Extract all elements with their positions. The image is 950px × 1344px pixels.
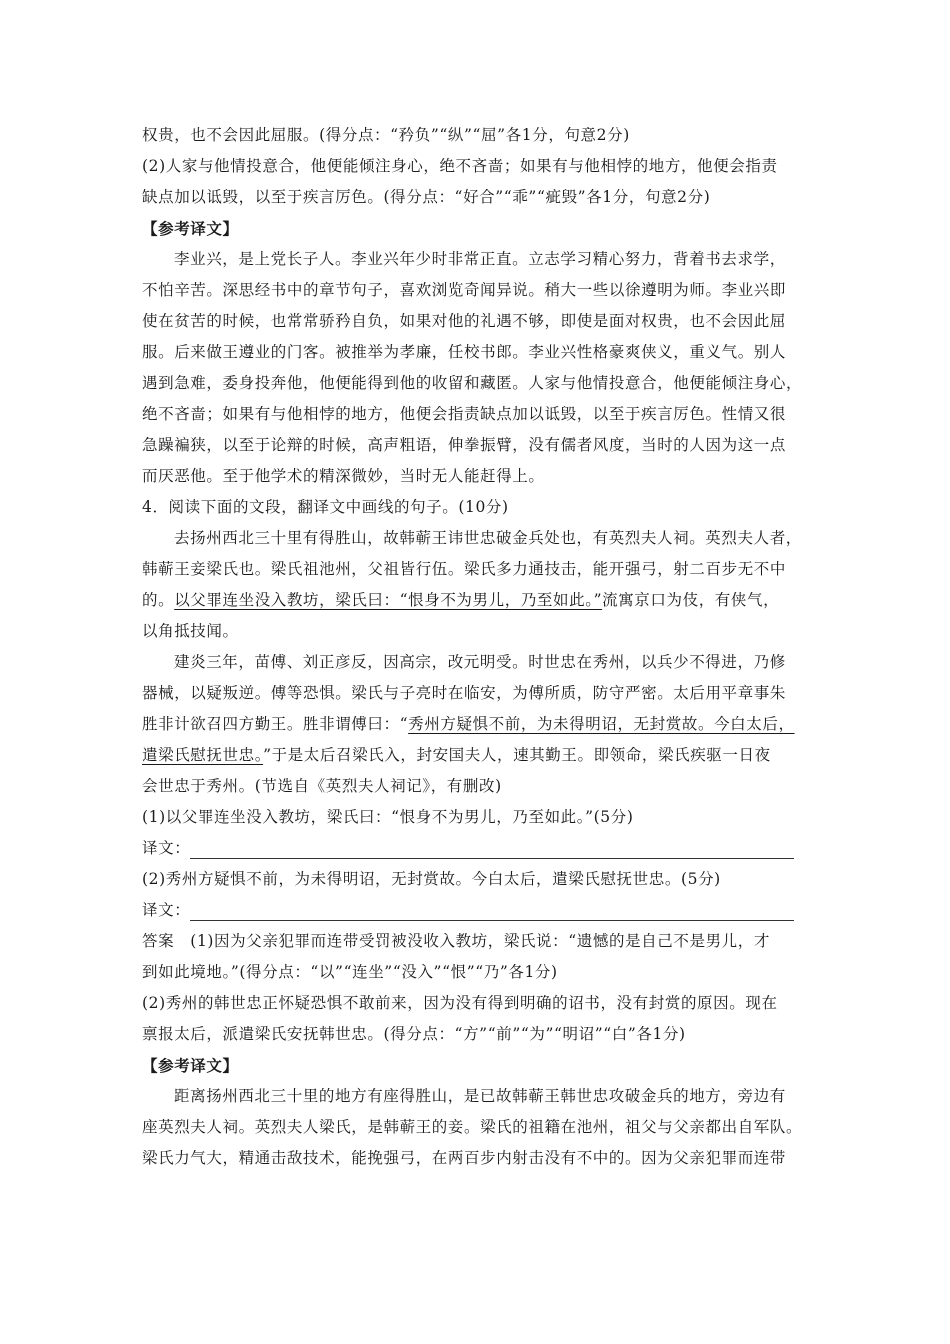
answer-text: 到如此境地。”(得分点：“以”“连坐”“没入”“恨”“乃”各1分) bbox=[142, 963, 558, 981]
answer-label: 译文： bbox=[142, 901, 191, 919]
text-line: 遇到急难，委身投奔他，他便能得到他的收留和藏匿。人家与他情投意合，他便能倾注身心， bbox=[142, 374, 803, 392]
answer-blank-2[interactable] bbox=[190, 902, 794, 921]
answer-text: (2)秀州的韩世忠正怀疑恐惧不敢前来，因为没有得到明确的诏书，没有封赏的原因。现在 bbox=[142, 994, 778, 1012]
underlined-sentence: 遣梁氏慰抚世忠。 bbox=[142, 746, 264, 764]
text-line: 建炎三年，苗傅、刘正彦反，因高宗，改元明受。时世忠在秀州，以兵少不得进，乃修 bbox=[174, 653, 786, 671]
subquestion-2: (2)秀州方疑惧不前，为未得明诏，无封赏故。今白太后，遣梁氏慰抚世忠。(5分) bbox=[142, 870, 721, 888]
text-line: 不怕辛苦。深思经书中的章节句子，喜欢浏览奇闻异说。稍大一些以徐遵明为师。李业兴即 bbox=[142, 281, 787, 299]
underlined-sentence: 以父罪连坐没入教坊，梁氏曰：“恨身不为男儿，乃至如此。” bbox=[174, 591, 603, 609]
text-line: 服。后来做王遵业的门客。被推举为孝廉，任校书郎。李业兴性格豪爽侠义，重义气。别人 bbox=[142, 343, 787, 361]
text-line: 使在贫苦的时候，也常常骄矜自负，如果对他的礼遇不够，即使是面对权贵，也不会因此屈 bbox=[142, 312, 787, 330]
text-segment: 胜非计欲召四方勤王。胜非谓傅曰：“ bbox=[142, 715, 409, 733]
text-line: 急躁褊狭，以至于论辩的时候，高声粗语，伸拳振臂，没有儒者风度，当时的人因为这一点 bbox=[142, 436, 787, 454]
text-line: 以角抵技闻。 bbox=[142, 622, 239, 640]
answer-text: 答案 (1)因为父亲犯罪而连带受罚被没收入教坊，梁氏说：“遗憾的是自己不是男儿，才 bbox=[142, 932, 770, 950]
text-line: 去扬州西北三十里有得胜山，故韩蕲王讳世忠破金兵处也，有英烈夫人祠。英烈夫人者， bbox=[174, 529, 802, 547]
text-line: 而厌恶他。至于他学术的精深微妙，当时无人能赶得上。 bbox=[142, 467, 545, 485]
text-segment: 流寓京口为伎，有侠气， bbox=[602, 591, 780, 609]
text-line: 距离扬州西北三十里的地方有座得胜山，是已故韩蕲王韩世忠攻破金兵的地方，旁边有 bbox=[174, 1087, 786, 1105]
section-heading: 【参考译文】 bbox=[142, 1056, 239, 1075]
text-line bbox=[142, 585, 822, 616]
text-segment: 的。 bbox=[142, 591, 175, 609]
text-line: 会世忠于秀州。(节选自《英烈夫人祠记》，有删改) bbox=[142, 777, 502, 795]
text-line bbox=[142, 709, 822, 740]
text-segment: ”于是太后召梁氏入，封安国夫人，速其勤王。即领命，梁氏疾驱一日夜 bbox=[263, 746, 771, 764]
question-heading: 4．阅读下面的文段，翻译文中画线的句子。(10分) bbox=[142, 498, 509, 516]
underlined-sentence: 秀州方疑惧不前，为未得明诏，无封赏故。今白太后， bbox=[408, 715, 795, 733]
answer-line-1 bbox=[142, 833, 822, 864]
text-line: 梁氏力气大，精通击敌技术，能挽强弓，在两百步内射击没有不中的。因为父亲犯罪而连带 bbox=[142, 1149, 787, 1167]
document-page bbox=[142, 120, 822, 1174]
text-line: 缺点加以诋毁，以至于疾言厉色。(得分点：“好合”“乖”“疵毁”各1分，句意2分) bbox=[142, 188, 711, 206]
text-line: 座英烈夫人祠。英烈夫人梁氏，是韩蕲王的妾。梁氏的祖籍在池州，祖父与父亲都出自军队。 bbox=[142, 1118, 803, 1136]
text-line: 权贵，也不会因此屈服。(得分点：“矜负”“纵”“屈”各1分，句意2分) bbox=[142, 126, 630, 144]
text-line: 韩蕲王妾梁氏也。梁氏祖池州，父祖皆行伍。梁氏多力通技击，能开强弓，射二百步无不中 bbox=[142, 560, 787, 578]
subquestion-1: (1)以父罪连坐没入教坊，梁氏曰：“恨身不为男儿，乃至如此。”(5分) bbox=[142, 808, 634, 826]
answer-line-2 bbox=[142, 895, 822, 926]
text-line: 绝不吝啬；如果有与他相悖的地方，他便会指责缺点加以诋毁，以至于疾言厉色。性情又很 bbox=[142, 405, 787, 423]
answer-label: 译文： bbox=[142, 839, 191, 857]
answer-text: 禀报太后，派遣梁氏安抚韩世忠。(得分点：“方”“前”“为”“明诏”“白”各1分) bbox=[142, 1025, 686, 1043]
text-line: (2)人家与他情投意合，他便能倾注身心，绝不吝啬；如果有与他相悖的地方，他便会指责 bbox=[142, 157, 778, 175]
text-line bbox=[142, 740, 822, 771]
section-heading: 【参考译文】 bbox=[142, 219, 239, 238]
text-line: 李业兴，是上党长子人。李业兴年少时非常正直。立志学习精心努力，背着书去求学， bbox=[174, 250, 786, 268]
answer-blank-1[interactable] bbox=[190, 840, 794, 859]
text-line: 器械，以疑叛逆。傅等恐惧。梁氏与子亮时在临安，为傅所质，防守严密。太后用平章事朱 bbox=[142, 684, 787, 702]
